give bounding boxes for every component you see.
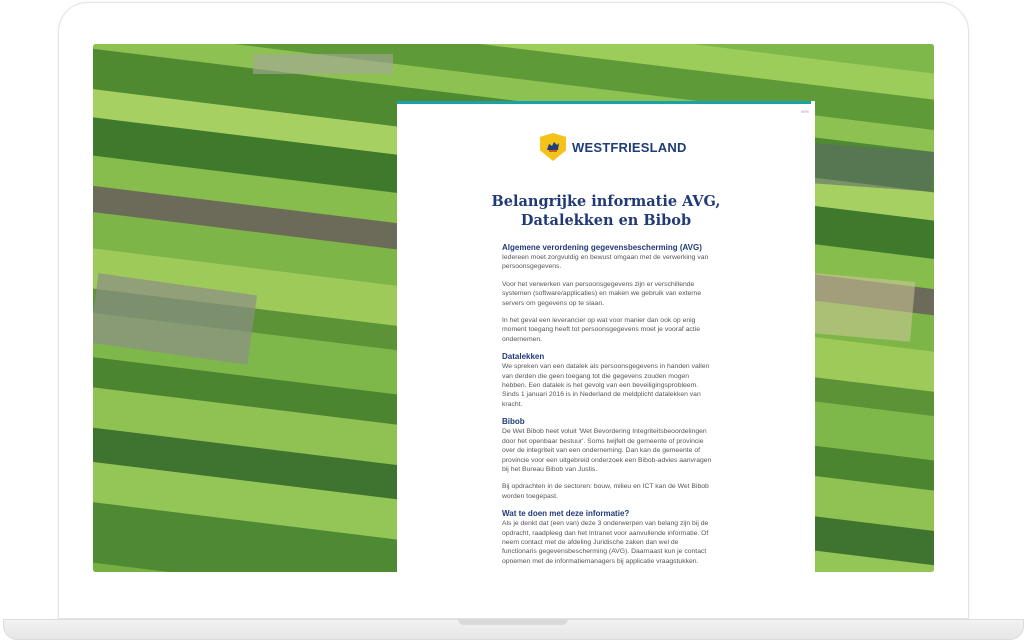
laptop-screen — [93, 44, 934, 572]
section-bibob — [502, 417, 714, 501]
section-heading: Bibob — [502, 417, 525, 427]
section-heading: Algemene verordening gegevensbescherming (AVG) — [502, 243, 702, 252]
shield-lion-icon — [540, 133, 566, 161]
section-heading: Wat te doen met deze informatie? — [502, 509, 630, 519]
title-line-2: Datalekken en Bibob — [520, 212, 692, 229]
section-paragraph: In het geval een leverancier op wat voor manier dan ook op enig moment toegang heeft tot persoonsgegevens moet je vooraf actie ondernemen. — [502, 317, 700, 343]
laptop-notch — [458, 619, 568, 625]
section-datalekken — [502, 352, 714, 409]
document-content — [502, 243, 714, 572]
section-avg — [502, 243, 714, 344]
section-paragraph: Iedereen moet zorgvuldig en bewust omgaan met de verwerking van persoonsgegevens. — [502, 254, 709, 271]
section-paragraph: Voor het verwerken van persoonsgegevens zijn er verschillende systemen (software/applicaties) en maken we gebruik van externe servers om gegevens op te slaan. — [502, 280, 702, 307]
westfriesland-logo — [540, 133, 687, 161]
section-wat-te-doen — [502, 509, 714, 566]
section-paragraph: We spreken van een datalek als persoonsgegevens in handen vallen van derden die geen toegang tot die gegevens zouden mogen hebben. Een datalek is het gevolg van een beveiligingsprobleem. Sinds 1 januari 2016 is in Nederland de meldplicht datalekken van kracht. — [502, 363, 710, 408]
reading-progress-bar — [397, 101, 811, 104]
reading-progress-label: 99% — [800, 109, 809, 114]
section-heading: Datalekken — [502, 352, 545, 362]
section-paragraph: Bij opdrachten in de sectoren: bouw, milieu en ICT kan de Wet Bibob worden toegepast. — [502, 483, 709, 500]
page-title — [397, 192, 815, 230]
section-paragraph: De Wet Bibob heet voluit 'Wet Bevordering Integriteitsbeoordelingen door het openbaar bestuur'. Soms twijfelt de gemeente of provincie over de integriteit van een onderneming. Dan kan de gemeente of provincie voor een uitgebreid onderzoek een Bibob-advies aanvragen bij het Bureau Bibob van Justis. — [502, 428, 712, 473]
section-paragraph: Als je denkt dat (een van) deze 3 onderwerpen van belang zijn bij de opdracht, raadpleeg dan het Intranet voor aanvullende informatie. Of neem contact met de afdeling Juridische zaken dan wel de functionaris gegevensbescherming (AVG). Daarnaast kun je contact opnemen met de informatiemanagers bij applicatie vraagstukken. — [502, 520, 709, 565]
title-line-1: Belangrijke informatie AVG, — [491, 193, 721, 210]
brand-name: WESTFRIESLAND — [572, 139, 687, 155]
document-page[interactable] — [397, 101, 815, 572]
